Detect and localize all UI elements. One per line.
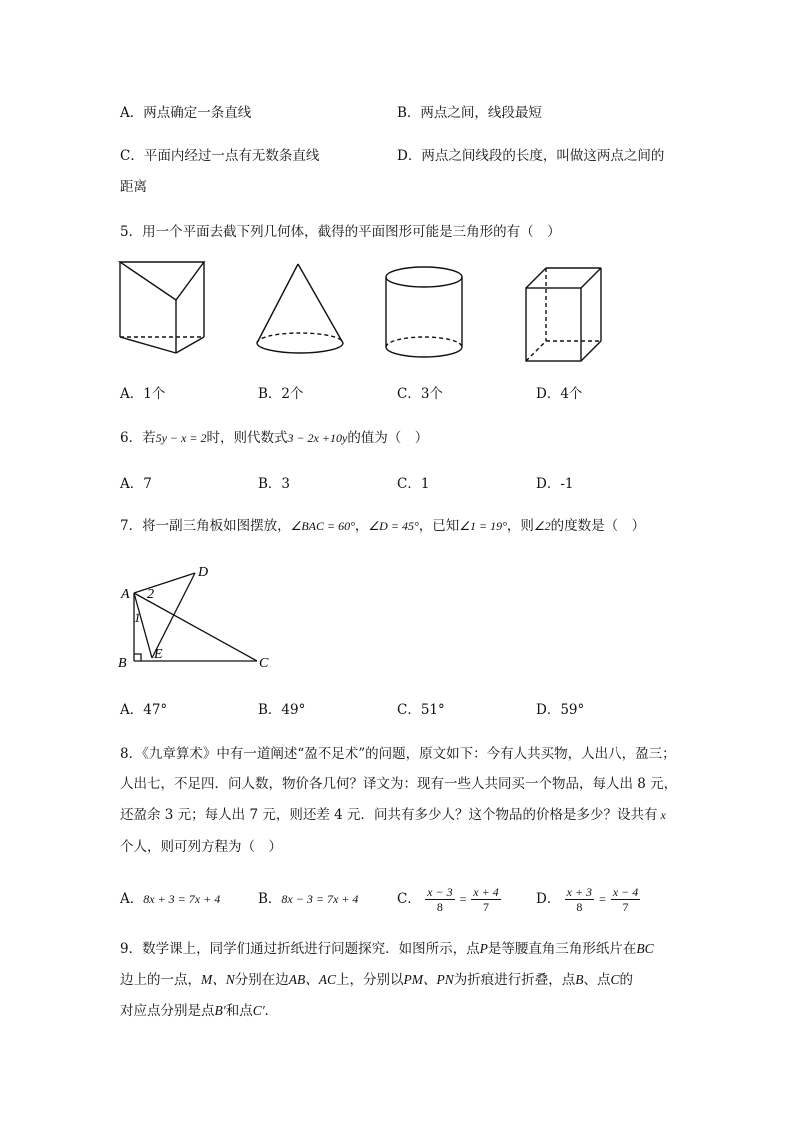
q8-line-3: 还盈余 3 元；每人出 7 元，则还差 4 元．问共有多少人？这个物品的价格是多少？设共有 x <box>120 807 666 823</box>
q4-option-c: C．平面内经过一点有无数条直线 <box>120 148 320 164</box>
q5-option-c: C．3个 <box>397 386 443 402</box>
q8-option-c: C． $\frac{x - 3}{8}$ = $\frac{x + 4}{7}$ <box>397 885 499 914</box>
q6-option-c: C．1 <box>397 476 430 492</box>
q7-stem: 7．将一副三角板如图摆放，∠BAC = 60°，∠D = 45°，已知∠1 = 19°，则∠2的度数是（ ） <box>120 518 646 534</box>
q5-option-a: A．1个 <box>120 386 166 402</box>
cone-figure <box>250 258 350 358</box>
label-E: E <box>154 647 163 662</box>
q5-stem: 5．用一个平面去截下列几何体，截得的平面图形可能是三角形的有（ ） <box>120 224 561 240</box>
q5-option-d: D．4个 <box>536 386 583 402</box>
q8-option-d: D． $\frac{x + 3}{8}$ = $\frac{x - 4}{7}$ <box>536 885 639 914</box>
q4-option-d: D．两点之间线段的长度，叫做这两点之间的 <box>397 148 665 164</box>
q4-option-b: B．两点之间，线段最短 <box>397 105 542 121</box>
triangular-prism-figure <box>112 255 212 360</box>
q8-option-a: A．8x + 3 = 7x + 4 <box>120 891 221 907</box>
label-2: 2 <box>147 587 154 602</box>
fraction: $\frac{x - 4}{7}$ <box>612 885 639 914</box>
cuboid-figure <box>520 262 605 366</box>
q7-option-c: C．51° <box>397 702 445 718</box>
q8-line-1: 8．《九章算术》中有一道阐述“盈不足术”的问题，原文如下：今有人共买物，人出八，盈三； <box>120 746 676 762</box>
q9-line-1: 9．数学课上，同学们通过折纸进行问题探究．如图所示，点P是等腰直角三角形纸片在BC <box>120 941 654 957</box>
fraction: $\frac{x + 4}{7}$ <box>473 885 499 914</box>
label-B: B <box>118 656 127 671</box>
label-1: 1 <box>134 610 141 625</box>
q4-option-a: A．两点确定一条直线 <box>120 105 252 121</box>
q6-option-b: B．3 <box>258 476 291 492</box>
fraction: $\frac{x - 3}{8}$ <box>427 885 453 914</box>
q7-option-b: B．49° <box>258 702 306 718</box>
q5-option-b: B．2个 <box>258 386 304 402</box>
label-D: D <box>198 565 209 580</box>
q7-option-d: D．59° <box>536 702 585 718</box>
q6-stem: 6．若5y − x = 2时，则代数式3 − 2x +10y的值为（ ） <box>120 430 429 446</box>
q8-line-4: 个人，则可列方程为（ ） <box>120 839 282 855</box>
q9-line-3: 对应点分别是点B′和点C′． <box>120 1003 279 1019</box>
triangle-set-figure <box>112 560 282 672</box>
q9-line-2: 边上的一点，M、N分别在边AB、AC上，分别以PM、PN为折痕进行折叠，点B、点C的 <box>120 972 634 988</box>
q8-line-2: 人出七，不足四．问人数，物价各几何？译文为：现有一些人共同买一个物品，每人出 8 元， <box>120 776 678 792</box>
q6-option-a: A．7 <box>120 476 152 492</box>
q6-option-d: D．-1 <box>536 476 574 492</box>
cylinder-figure <box>380 262 470 364</box>
q8-option-b: B．8x − 3 = 7x + 4 <box>258 891 359 907</box>
q7-option-a: A．47° <box>120 702 168 718</box>
label-C: C <box>259 656 269 671</box>
label-A: A <box>121 587 130 602</box>
fraction: $\frac{x + 3}{8}$ <box>566 885 593 914</box>
q4-option-d-cont: 距离 <box>120 179 147 195</box>
